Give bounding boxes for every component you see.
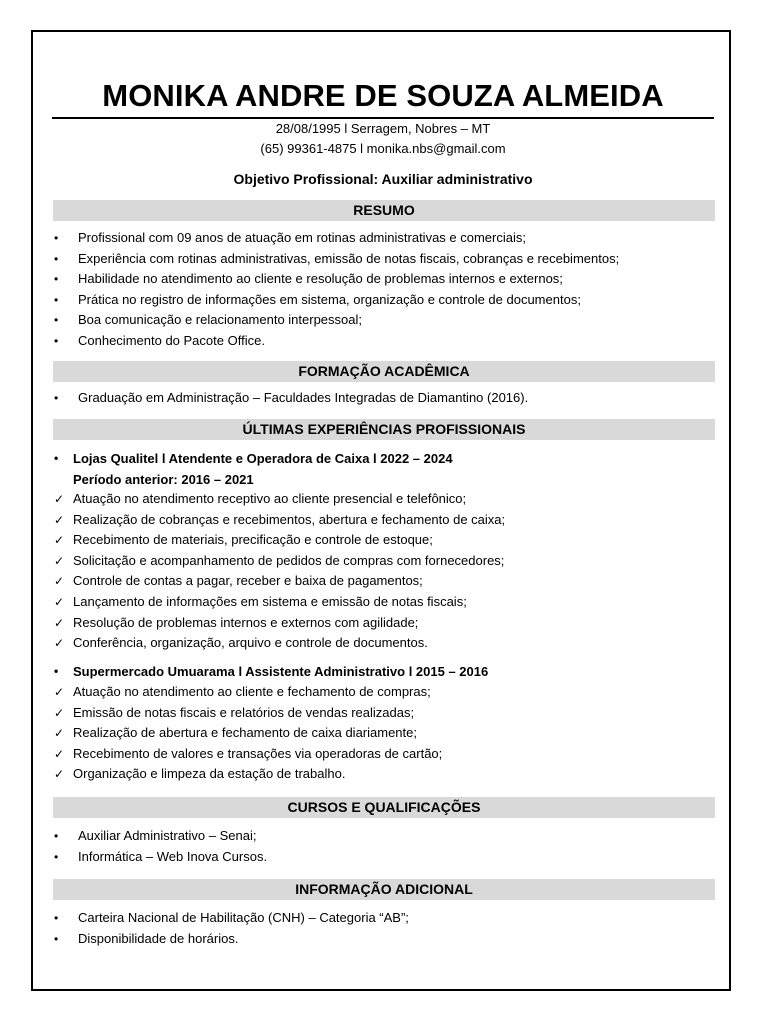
bullet-icon: • — [54, 272, 59, 287]
list-item: ✓ Atuação no atendimento receptivo ao cliente presencial e telefônico; — [52, 489, 714, 510]
bullet-icon: • — [54, 664, 59, 678]
list-item: • Conhecimento do Pacote Office. — [52, 331, 714, 352]
check-icon: ✓ — [54, 615, 65, 630]
bullet-icon: • — [54, 313, 59, 328]
list-item: • Prática no registro de informações em sistema, organização e controle de documentos; — [52, 290, 714, 311]
check-icon: ✓ — [54, 492, 65, 506]
check-icon: ✓ — [54, 512, 65, 527]
section-header-resumo: RESUMO — [53, 200, 715, 221]
section-header-adicional: INFORMAÇÃO ADICIONAL — [53, 879, 715, 900]
list-item: ✓ Resolução de problemas internos e externos com agilidade; — [52, 613, 714, 634]
bullet-icon: • — [54, 829, 59, 843]
check-icon: ✓ — [54, 746, 65, 761]
qualitel-duties-list — [52, 489, 714, 654]
formacao-list — [52, 388, 714, 409]
list-item: ✓ Lançamento de informações em sistema e emissão de notas fiscais; — [52, 592, 714, 613]
list-item: • Auxiliar Administrativo – Senai; — [52, 826, 714, 847]
list-item: ✓ Emissão de notas fiscais e relatórios de vendas realizadas; — [52, 703, 714, 724]
list-item: • Habilidade no atendimento ao cliente e resolução de problemas internos e externos; — [52, 269, 714, 290]
list-item: ✓ Realização de abertura e fechamento de caixa diariamente; — [52, 723, 714, 744]
check-icon: ✓ — [54, 594, 65, 609]
check-icon: ✓ — [54, 705, 65, 720]
list-item: • Carteira Nacional de Habilitação (CNH) – Categoria “AB”; — [52, 908, 714, 929]
list-item: ✓ Recebimento de materiais, precificação e controle de estoque; — [52, 530, 714, 551]
candidate-name: MONIKA ANDRE DE SOUZA ALMEIDA — [102, 78, 664, 113]
check-icon: ✓ — [54, 685, 65, 699]
cursos-list — [52, 826, 714, 867]
umuarama-duties-list — [52, 682, 714, 785]
list-item: • Disponibilidade de horários. — [52, 929, 714, 950]
list-item: ✓ Solicitação e acompanhamento de pedidos de compras com fornecedores; — [52, 551, 714, 572]
bullet-icon: • — [54, 251, 59, 266]
resumo-list — [52, 228, 714, 352]
bullet-icon: • — [54, 292, 59, 307]
list-item: • Experiência com rotinas administrativas, emissão de notas fiscais, cobranças e recebimentos; — [52, 249, 714, 270]
list-item: ✓ Conferência, organização, arquivo e controle de documentos. — [52, 633, 714, 654]
objective-line: Objetivo Profissional: Auxiliar administrativo — [233, 171, 533, 187]
list-item: ✓ Atuação no atendimento ao cliente e fechamento de compras; — [52, 682, 714, 703]
name-underline — [52, 117, 714, 119]
list-item: • Graduação em Administração – Faculdades Integradas de Diamantino (2016). — [52, 388, 714, 409]
bullet-icon: • — [54, 911, 59, 925]
bullet-icon: • — [54, 849, 59, 864]
bullet-icon: • — [54, 391, 59, 405]
list-item: ✓ Recebimento de valores e transações via operadoras de cartão; — [52, 744, 714, 765]
list-item: • Informática – Web Inova Cursos. — [52, 847, 714, 868]
section-header-cursos: CURSOS E QUALIFICAÇÕES — [53, 797, 715, 818]
check-icon: ✓ — [54, 553, 65, 568]
check-icon: ✓ — [54, 533, 65, 548]
check-icon: ✓ — [54, 767, 65, 782]
check-icon: ✓ — [54, 726, 65, 741]
bullet-icon: • — [54, 333, 59, 348]
bullet-icon: • — [54, 451, 59, 465]
phone-email-line: (65) 99361-4875 l monika.nbs@gmail.com — [260, 141, 506, 156]
list-item: • Profissional com 09 anos de atuação em rotinas administrativas e comerciais; — [52, 228, 714, 249]
list-item: ✓ Organização e limpeza da estação de trabalho. — [52, 764, 714, 785]
check-icon: ✓ — [54, 636, 65, 651]
list-item: • Boa comunicação e relacionamento interpessoal; — [52, 310, 714, 331]
list-item: ✓ Controle de contas a pagar, receber e baixa de pagamentos; — [52, 571, 714, 592]
check-icon: ✓ — [54, 574, 65, 589]
bullet-icon: • — [54, 931, 59, 946]
section-header-experiencias: ÚLTIMAS EXPERIÊNCIAS PROFISSIONAIS — [53, 419, 715, 440]
list-item: ✓ Realização de cobranças e recebimentos, abertura e fechamento de caixa; — [52, 510, 714, 531]
bullet-icon: • — [54, 231, 59, 245]
birth-location-line: 28/08/1995 l Serragem, Nobres – MT — [275, 121, 491, 136]
section-header-formacao: FORMAÇÃO ACADÊMICA — [53, 361, 715, 382]
adicional-list — [52, 908, 714, 949]
